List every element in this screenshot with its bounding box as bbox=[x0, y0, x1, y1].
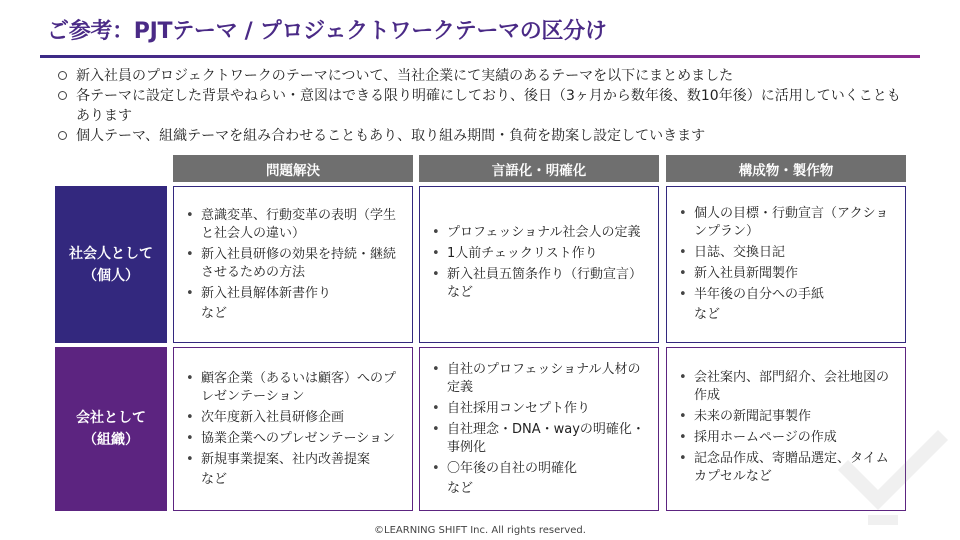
intro-item: 各テーマに設定した背景やねらい・意図はできる限り明確にしており、後日（3ヶ月から数年後、数10年後）に活用していくこともあります bbox=[58, 86, 908, 126]
list-item: • 記念品作成、寄贈品選定、タイムカプセルなど bbox=[694, 450, 895, 486]
cell-individual-verbalization bbox=[419, 186, 659, 343]
list-item: • 新入社員解体新書作り bbox=[201, 285, 402, 303]
list-item: • 新入社員新聞製作 bbox=[694, 265, 895, 283]
list-item: • 個人の目標・行動宣言（アクションプラン） bbox=[694, 205, 895, 241]
list-item: • 次年度新入社員研修企画 bbox=[201, 409, 402, 427]
column-header-verbalization: 言語化・明確化 bbox=[419, 155, 659, 182]
row-header-sublabel: （個人） bbox=[83, 267, 139, 284]
title-underline bbox=[40, 55, 920, 58]
list-item: • 新入社員五箇条作り（行動宣言）など bbox=[447, 266, 648, 302]
row-header-organization bbox=[55, 347, 167, 511]
list-tail: など bbox=[694, 307, 721, 322]
list-item: • 日誌、交換日記 bbox=[694, 244, 895, 262]
copyright-footer: ©LEARNING SHIFT Inc. All rights reserved. bbox=[374, 525, 586, 536]
row-header-individual bbox=[55, 186, 167, 343]
list-item: • 1人前チェックリスト作り bbox=[447, 245, 648, 263]
list-item: • 自社理念・DNA・wayの明確化・事例化 bbox=[447, 421, 648, 457]
list-item: • 会社案内、部門紹介、会社地図の作成 bbox=[694, 369, 895, 405]
list-item: • 未来の新聞記事製作 bbox=[694, 408, 895, 426]
intro-item: 新入社員のプロジェクトワークのテーマについて、当社企業にて実績のあるテーマを以下にまとめました bbox=[58, 66, 908, 86]
column-header-deliverables: 構成物・製作物 bbox=[666, 155, 906, 182]
row-header-label: 社会人として bbox=[69, 245, 153, 262]
row-header-sublabel: （組織） bbox=[83, 432, 139, 448]
cell-individual-deliverables bbox=[666, 186, 906, 343]
list-tail: など bbox=[447, 480, 474, 496]
cell-organization-problem-solving bbox=[173, 347, 413, 511]
list-item: • プロフェッショナル社会人の定義 bbox=[447, 224, 648, 242]
list-tail: など bbox=[201, 305, 228, 321]
list-item: • 自社のプロフェッショナル人材の定義 bbox=[447, 361, 648, 397]
list-item: • 〇年後の自社の明確化 bbox=[447, 460, 648, 478]
list-item: • 新規事業提案、社内改善提案 bbox=[201, 451, 402, 469]
intro-list bbox=[58, 66, 908, 146]
page-title: ご参考：PJTテーマ / プロジェクトワークテーマの区分け bbox=[47, 19, 607, 44]
company-logo-watermark-icon bbox=[838, 420, 948, 530]
list-item: • 半年後の自分への手紙 bbox=[694, 286, 895, 304]
intro-item: 個人テーマ、組織テーマを組み合わせることもあり、取り組み期間・負荷を勘案し設定していきます bbox=[58, 126, 908, 146]
list-item: • 採用ホームページの作成 bbox=[694, 429, 895, 447]
cell-organization-verbalization bbox=[419, 347, 659, 511]
list-item: • 協業企業へのプレゼンテーション bbox=[201, 430, 402, 448]
cell-individual-problem-solving bbox=[173, 186, 413, 343]
list-item: • 顧客企業（あるいは顧客）へのプレゼンテーション bbox=[201, 370, 402, 406]
list-item: • 自社採用コンセプト作り bbox=[447, 400, 648, 418]
list-item: • 意識変革、行動変革の表明（学生と社会人の違い） bbox=[201, 207, 402, 243]
list-item: • 新入社員研修の効果を持続・継続させるための方法 bbox=[201, 246, 402, 282]
column-header-problem-solving: 問題解決 bbox=[173, 155, 413, 182]
row-header-label: 会社として bbox=[76, 410, 146, 426]
list-tail: など bbox=[201, 471, 228, 487]
